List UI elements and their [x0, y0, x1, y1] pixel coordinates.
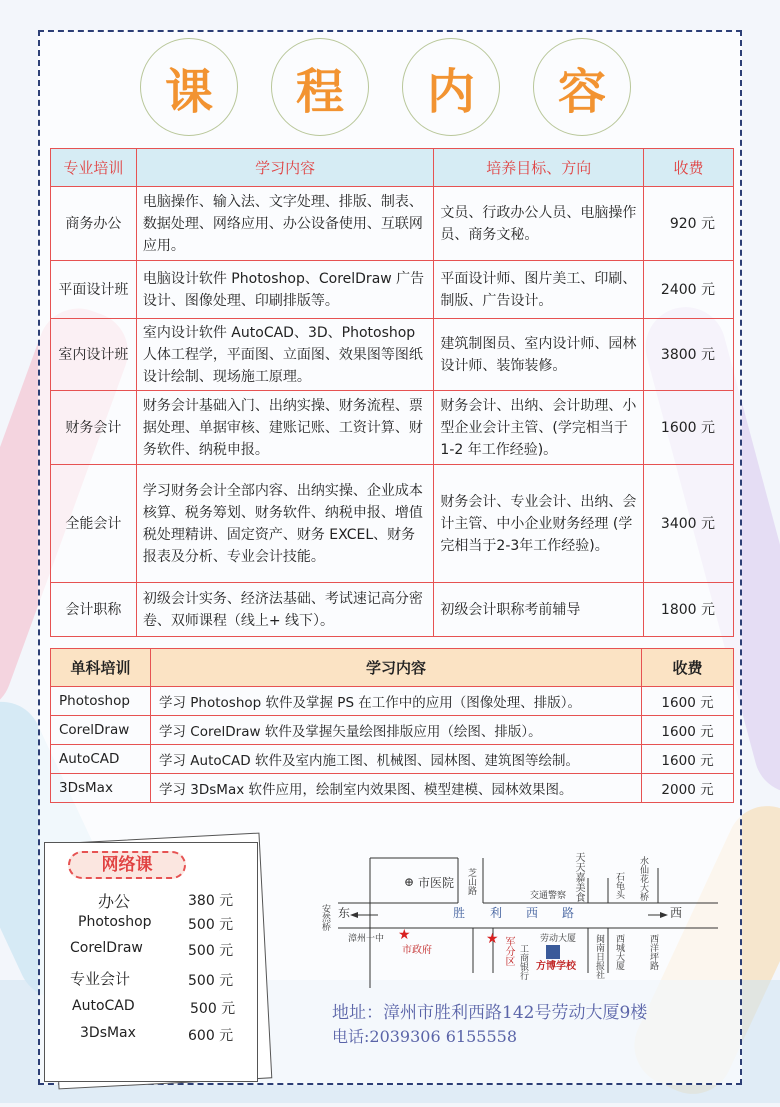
location-map	[318, 848, 718, 988]
course-content: 室内设计软件 AutoCAD、3D、Photoshop 人体工程学，平面图、立面图、效果图等图纸设计绘制、现场施工原理。	[136, 319, 434, 391]
phone-text: 电话:2039306 6155558	[332, 1027, 517, 1046]
course-name: AutoCAD	[51, 745, 151, 774]
map-army-branch: 军分区	[503, 936, 514, 966]
online-item-name: CorelDraw	[70, 940, 143, 956]
map-jiaotong: 交通警察	[530, 891, 567, 901]
table-row	[51, 774, 734, 803]
online-item-fee: 500 元	[190, 1001, 236, 1017]
star-icon: ★	[398, 927, 411, 943]
col-header: 学习内容	[151, 649, 642, 687]
online-item-fee: 500 元	[188, 917, 234, 933]
address-text: 地址：漳州市胜利西路142号劳动大厦9楼	[332, 1003, 648, 1023]
course-fee: 920 元	[644, 187, 734, 261]
course-fee: 3400 元	[644, 465, 734, 583]
map-zhangzhou-no1: 漳州一中	[348, 934, 385, 944]
map-road: 西	[526, 906, 539, 920]
map-minnan-daily: 闽南日报社	[594, 934, 604, 979]
map-labour-building: 劳动大厦	[540, 934, 577, 944]
course-fee: 2000 元	[642, 774, 734, 803]
col-header: 单科培训	[51, 649, 151, 687]
single-course-table	[50, 648, 734, 803]
course-content: 学习 3DsMax 软件应用，绘制室内效果图、模型建模、园林效果图。	[151, 774, 642, 803]
map-city-gov: 市政府	[402, 945, 432, 956]
map-shiguitou: 石龟头	[614, 872, 624, 899]
table-row	[51, 583, 734, 637]
map-anran-bridge: 安然桥	[320, 904, 330, 931]
course-goal: 财务会计、专业会计、出纳、会计主管、中小企业财务经理 (学完相当于2-3年工作经验)。	[434, 465, 644, 583]
course-goal: 平面设计师、图片美工、印刷、制版、广告设计。	[434, 261, 644, 319]
course-goal: 初级会计职称考前辅导	[434, 583, 644, 637]
page-title	[140, 38, 640, 138]
course-name: CorelDraw	[51, 716, 151, 745]
course-content: 学习 AutoCAD 软件及室内施工图、机械图、园林图、建筑图等绘制。	[151, 745, 642, 774]
online-item-name: 办公	[98, 892, 131, 911]
title-char: 内	[402, 38, 500, 136]
map-xiyang: 西洋坪路	[648, 934, 658, 970]
online-course-title: 网络课	[68, 851, 186, 879]
course-content: 电脑操作、输入法、文字处理、排版、制表、数据处理、网络应用、办公设备使用、互联网应用。	[136, 187, 434, 261]
col-header: 学习内容	[136, 149, 434, 187]
online-item-name: 3DsMax	[80, 1025, 136, 1041]
map-east: 东	[338, 906, 351, 920]
course-name: 室内设计班	[51, 319, 137, 391]
course-goal: 财务会计、出纳、会计助理、小型企业会计主管、(学完相当于1-2 年工作经验)。	[434, 391, 644, 465]
online-item-name: AutoCAD	[72, 998, 135, 1014]
col-header: 收费	[644, 149, 734, 187]
col-header: 培养目标、方向	[434, 149, 644, 187]
online-item-fee: 600 元	[188, 1028, 234, 1044]
table-row	[51, 187, 734, 261]
table-row	[51, 745, 734, 774]
main-course-table	[50, 148, 734, 637]
table-row	[51, 716, 734, 745]
course-fee: 1600 元	[642, 687, 734, 716]
title-char: 程	[271, 38, 369, 136]
star-icon: ★	[486, 931, 499, 947]
course-content: 初级会计实务、经济法基础、考试速记高分密卷、双师课程（线上+ 线下）。	[136, 583, 434, 637]
online-item-name: 专业会计	[70, 970, 131, 988]
online-item-fee: 380 元	[188, 893, 234, 909]
map-road: 路	[562, 906, 575, 920]
map-road: 利	[490, 906, 503, 920]
map-west: 西	[670, 906, 683, 920]
course-content: 学习 CorelDraw 软件及掌握矢量绘图排版应用（绘图、排版）。	[151, 716, 642, 745]
map-shuixian: 水仙花大桥	[638, 856, 648, 901]
course-content: 学习财务会计全部内容、出纳实操、企业成本核算、税务筹划、财务软件、纳税申报、增值税处理精讲、固定资产、财务 EXCEL、财务报表及分析、专业会计技能。	[136, 465, 434, 583]
map-zhishan-road: 芝山路	[466, 868, 476, 895]
map-road: 胜	[453, 906, 466, 920]
map-fangbo-school: 方博学校	[536, 961, 576, 972]
course-name: 财务会计	[51, 391, 137, 465]
course-fee: 2400 元	[644, 261, 734, 319]
table-row	[51, 465, 734, 583]
map-xicheng: 西城大厦	[614, 934, 624, 970]
table-row	[51, 319, 734, 391]
course-fee: 3800 元	[644, 319, 734, 391]
course-goal: 建筑制图员、室内设计师、园林设计师、装饰装修。	[434, 319, 644, 391]
col-header: 专业培训	[51, 149, 137, 187]
course-content: 财务会计基础入门、出纳实操、财务流程、票据处理、单据审核、建账记账、工资计算、财务软件、纳税申报。	[136, 391, 434, 465]
table-header-row	[51, 149, 734, 187]
course-content: 学习 Photoshop 软件及掌握 PS 在工作中的应用（图像处理、排版）。	[151, 687, 642, 716]
hospital-icon: ⊕	[404, 875, 415, 889]
table-row	[51, 391, 734, 465]
course-fee: 1800 元	[644, 583, 734, 637]
table-header-row	[51, 649, 734, 687]
online-item-fee: 500 元	[188, 973, 234, 989]
map-tiantian: 天天嘉美食	[573, 852, 584, 902]
course-fee: 1600 元	[644, 391, 734, 465]
course-goal: 文员、行政办公人员、电脑操作员、商务文秘。	[434, 187, 644, 261]
table-row	[51, 687, 734, 716]
course-name: 全能会计	[51, 465, 137, 583]
course-fee: 1600 元	[642, 745, 734, 774]
course-name: 商务办公	[51, 187, 137, 261]
title-char: 容	[533, 38, 631, 136]
course-name: 会计职称	[51, 583, 137, 637]
course-fee: 1600 元	[642, 716, 734, 745]
course-name: Photoshop	[51, 687, 151, 716]
map-icbc: 工商银行	[518, 944, 528, 980]
col-header: 收费	[642, 649, 734, 687]
online-item-fee: 500 元	[188, 943, 234, 959]
title-char: 课	[140, 38, 238, 136]
map-hospital: 市医院	[418, 876, 455, 890]
course-content: 电脑设计软件 Photoshop、CorelDraw 广告设计、图像处理、印刷排版等。	[136, 261, 434, 319]
table-row	[51, 261, 734, 319]
course-name: 3DsMax	[51, 774, 151, 803]
online-item-name: Photoshop	[78, 914, 152, 930]
course-name: 平面设计班	[51, 261, 137, 319]
